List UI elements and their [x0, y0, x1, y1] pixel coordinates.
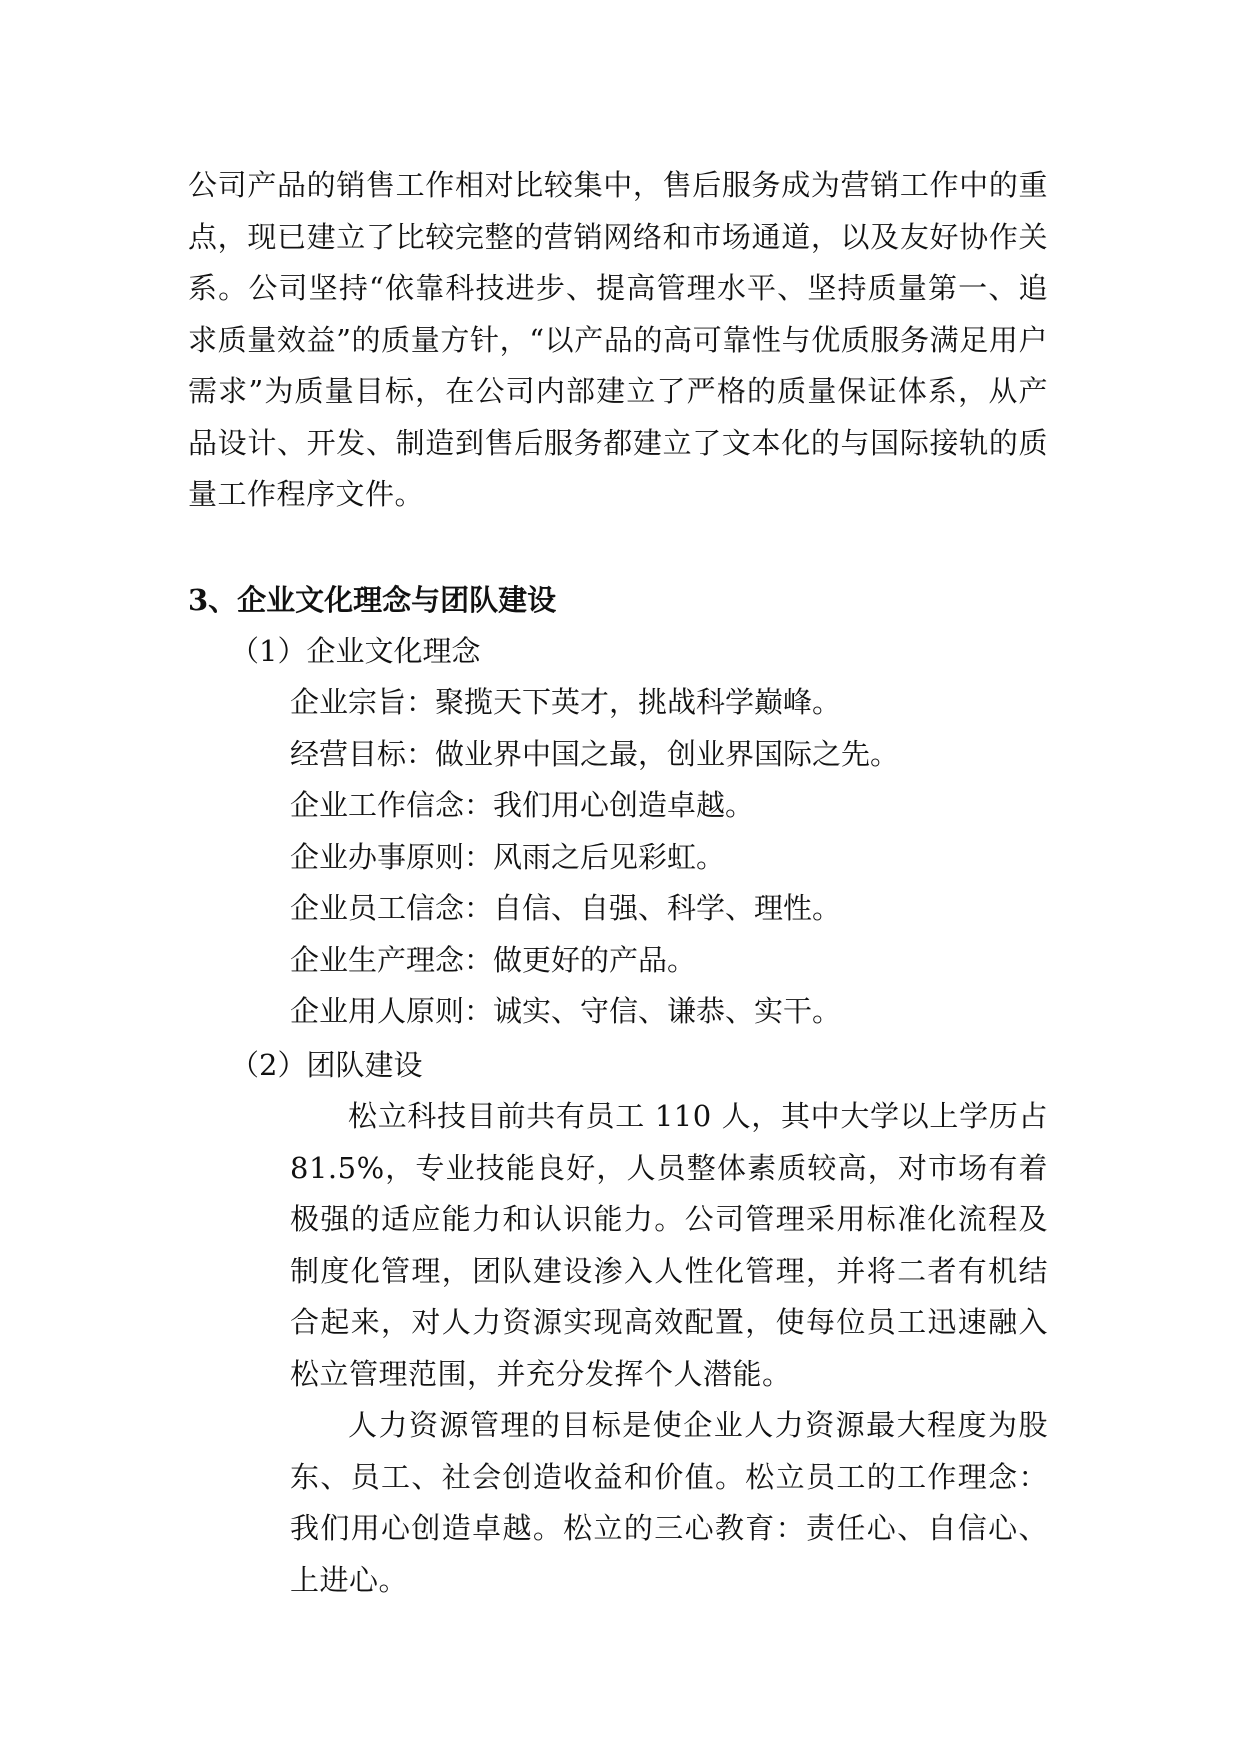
team-subheading: （2）团队建设 [230, 1048, 423, 1082]
hr-paragraph: 人力资源管理的目标是使企业人力资源最大程度为股东、员工、社会创造收益和价值。松立员工的工作理念：我们用心创造卓越。松立的三心教育：责任心、自信心、上进心。 [290, 1408, 1048, 1597]
culture-item-hiring: 企业用人原则：诚实、守信、谦恭、实干。 [290, 994, 842, 1028]
culture-item-staff-belief: 企业员工信念：自信、自强、科学、理性。 [290, 891, 842, 925]
culture-list [290, 677, 899, 1038]
culture-item-production: 企业生产理念：做更好的产品。 [290, 942, 697, 977]
team-paragraph: 松立科技目前共有员工 110 人，其中大学以上学历占 81.5%，专业技能良好，人员整体素质较高，对市场有着极强的适应能力和认识能力。公司管理采用标准化流程及制度化管理，团队建设渗入人性化管理，并将二者有机结合起来，对人力资源实现高效配置，使每位员工迅速融入松立管理范围，并充分发挥个人潜能。 [290, 1099, 1048, 1391]
culture-item-principle: 企业办事原则：风雨之后见彩虹。 [290, 839, 726, 874]
culture-item-goal: 经营目标：做业界中国之最，创业界国际之先。 [290, 736, 900, 771]
culture-item-work-belief: 企业工作信念：我们用心创造卓越。 [290, 788, 755, 822]
culture-item-purpose: 企业宗旨：聚揽天下英才，挑战科学巅峰。 [290, 685, 842, 719]
section-heading: 3、企业文化理念与团队建设 [188, 583, 557, 617]
culture-subheading: （1）企业文化理念 [230, 634, 481, 668]
intro-paragraph: 公司产品的销售工作相对比较集中，售后服务成为营销工作中的重点，现已建立了比较完整的营销网络和市场通道，以及友好协作关系。公司坚持“依靠科技进步、提高管理水平、坚持质量第一、追求质量效益”的质量方针，“以产品的高可靠性与优质服务满足用户需求”为质量目标，在公司内部建立了严格的质量保证体系，从产品设计、开发、制造到售后服务都建立了文本化的与国际接轨的质量工作程序文件。 [188, 168, 1048, 511]
